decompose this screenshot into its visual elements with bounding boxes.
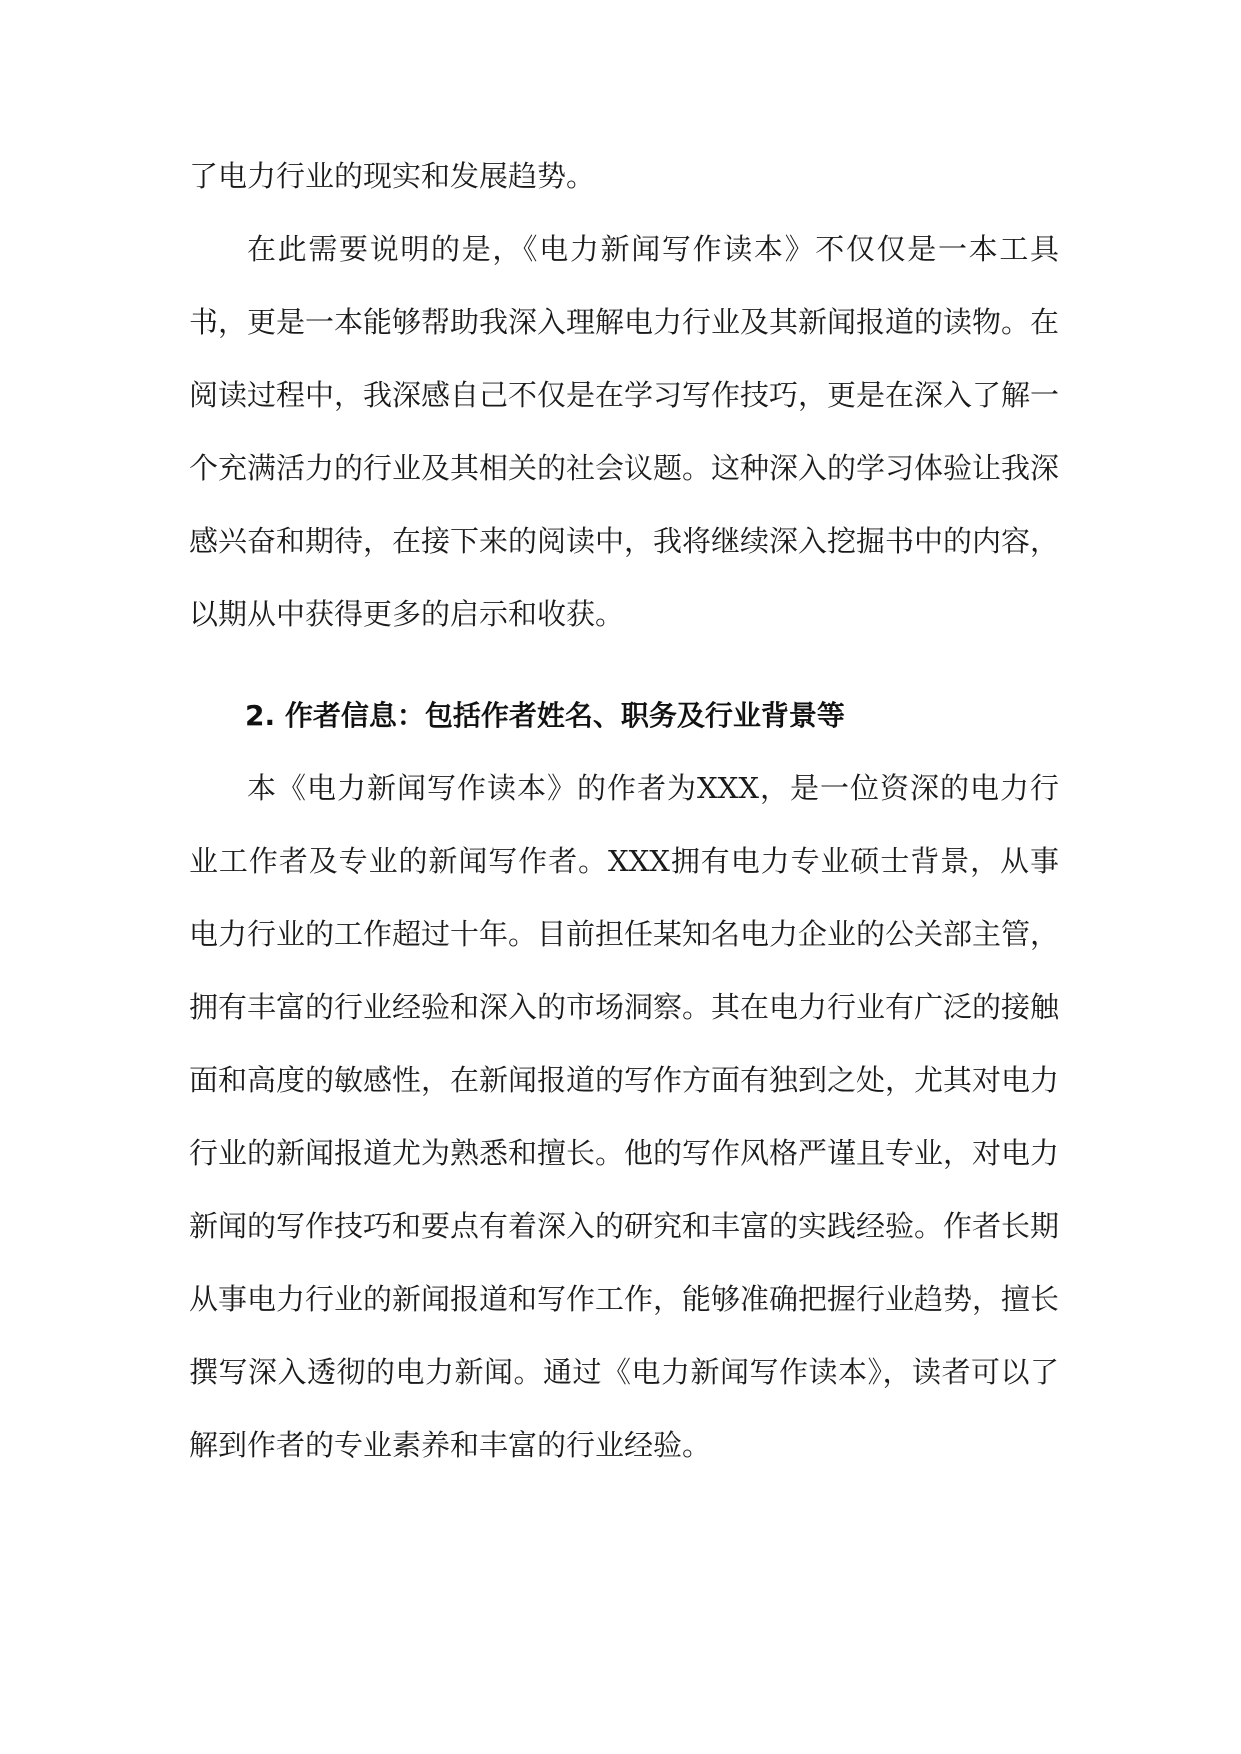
paragraph-author-info: 本《电力新闻写作读本》的作者为XXX，是一位资深的电力行业工作者及专业的新闻写作者。XXX拥有电力专业硕士背景，从事电力行业的工作超过十年。目前担任某知名电力企业的公关部主管，拥有丰富的行业经验和深入的市场洞察。其在电力行业有广泛的接触面和高度的敏感性，在新闻报道的写作方面有独到之处，尤其对电力行业的新闻报道尤为熟悉和擅长。他的写作风格严谨且专业，对电力新闻的写作技巧和要点有着深入的研究和丰富的实践经验。作者长期从事电力行业的新闻报道和写作工作，能够准确把握行业趋势，擅长撰写深入透彻的电力新闻。通过《电力新闻写作读本》，读者可以了解到作者的专业素养和丰富的行业经验。 xyxy=(189,771,1060,1462)
document-body xyxy=(189,140,1059,1482)
paragraph-book-reflection: 在此需要说明的是，《电力新闻写作读本》不仅仅是一本工具书，更是一本能够帮助我深入理解电力行业及其新闻报道的读物。在阅读过程中，我深感自己不仅是在学习写作技巧，更是在深入了解一个充满活力的行业及其相关的社会议题。这种深入的学习体验让我深感兴奋和期待，在接下来的阅读中，我将继续深入挖掘书中的内容，以期从中获得更多的启示和收获。 xyxy=(189,232,1060,631)
paragraph-continued: 了电力行业的现实和发展趋势。 xyxy=(189,159,596,193)
section-heading-author-info: 2. 作者信息：包括作者姓名、职务及行业背景等 xyxy=(245,699,845,732)
